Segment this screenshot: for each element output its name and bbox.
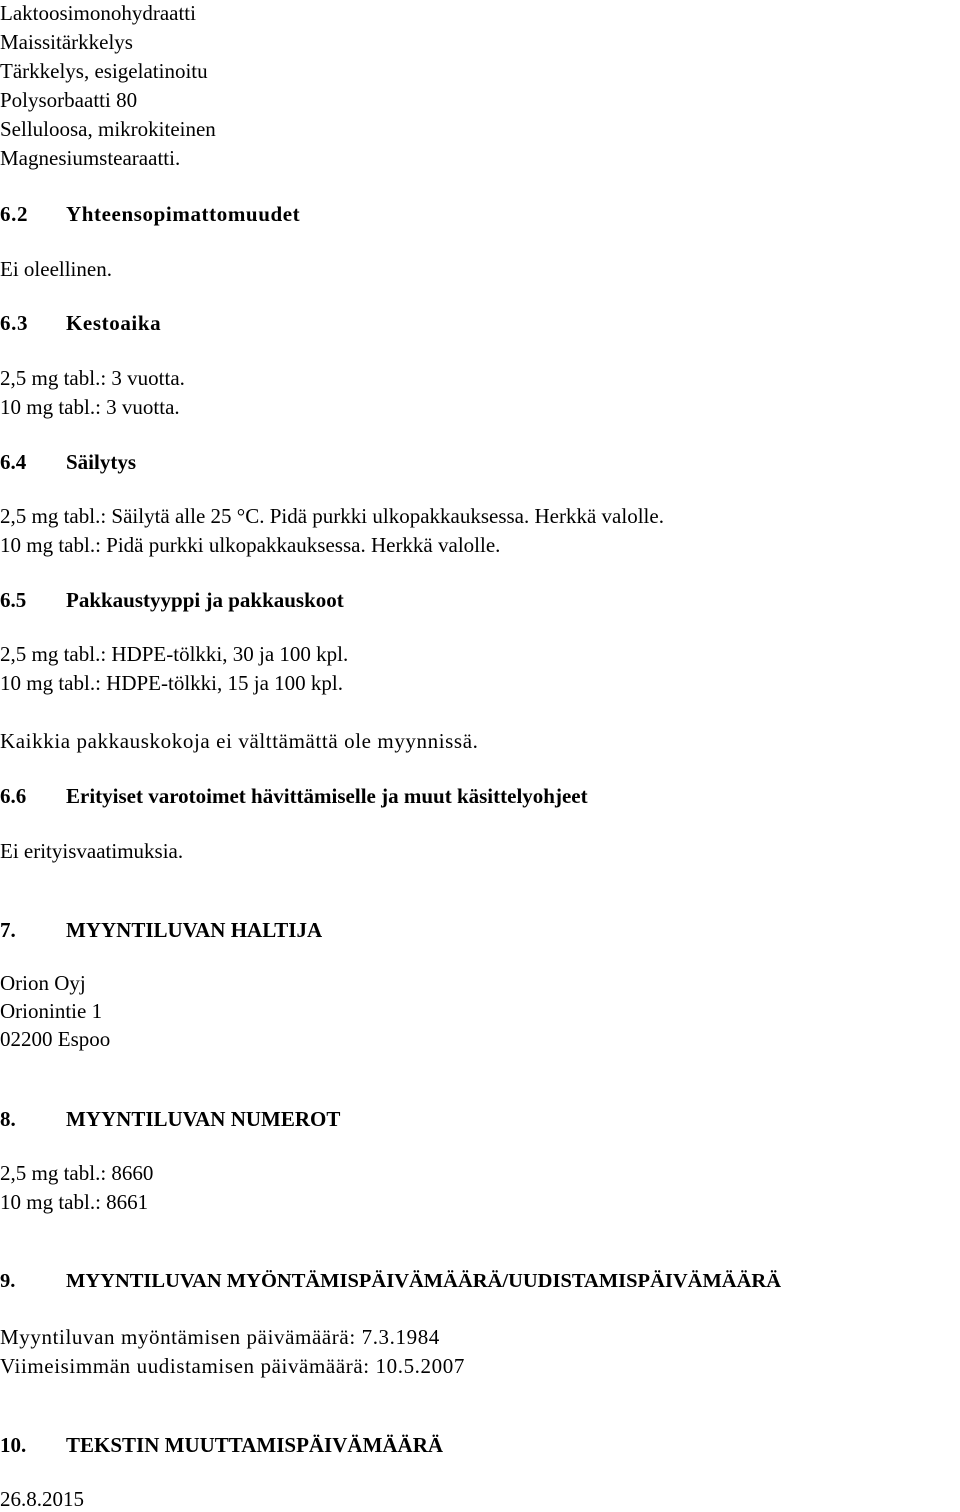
section-text: 10 mg tabl.: HDPE-tölkki, 15 ja 100 kpl. [0, 671, 343, 695]
section-heading-10 [0, 1432, 443, 1458]
section-number: 6.6 [0, 784, 27, 808]
section-heading-6-4 [0, 449, 136, 475]
section-text: 10 mg tabl.: Pidä purkki ulkopakkauksessa. Herkkä valolle. [0, 533, 501, 557]
section-title: TEKSTIN MUUTTAMISPÄIVÄMÄÄRÄ [66, 1433, 444, 1457]
section-text: Viimeisimmän uudistamisen päivämäärä: 10.5.2007 [0, 1354, 465, 1378]
section-text: Ei oleellinen. [0, 257, 112, 281]
section-heading-6-5 [0, 587, 344, 613]
section-note: Kaikkia pakkauskokoja ei välttämättä ole myynnissä. [0, 729, 479, 753]
section-title: Säilytys [66, 450, 137, 474]
section-text: 2,5 mg tabl.: 3 vuotta. [0, 366, 185, 390]
section-number: 6.3 [0, 311, 29, 335]
section-title: MYYNTILUVAN NUMEROT [66, 1107, 341, 1131]
excipient-item: Laktoosimonohydraatti [0, 1, 196, 25]
section-text: Myyntiluvan myöntämisen päivämäärä: 7.3.1984 [0, 1325, 440, 1349]
section-text: 2,5 mg tabl.: HDPE-tölkki, 30 ja 100 kpl. [0, 642, 349, 666]
section-heading-6-6 [0, 783, 588, 809]
section-number: 7. [0, 918, 16, 942]
section-text: 2,5 mg tabl.: 8660 [0, 1161, 154, 1185]
section-title: MYYNTILUVAN HALTIJA [66, 918, 323, 942]
section-text: 02200 Espoo [0, 1027, 111, 1051]
section-text: Orionintie 1 [0, 999, 103, 1023]
excipient-item: Maissitärkkelys [0, 30, 133, 54]
excipient-item: Polysorbaatti 80 [0, 88, 138, 112]
excipient-item: Tärkkelys, esigelatinoitu [0, 59, 208, 83]
section-text: Orion Oyj [0, 971, 86, 995]
section-number: 6.2 [0, 202, 29, 226]
section-text: 10 mg tabl.: 8661 [0, 1190, 149, 1214]
section-number: 8. [0, 1107, 16, 1131]
section-title: Pakkaustyyppi ja pakkauskoot [66, 588, 344, 612]
section-title: Kestoaika [66, 311, 162, 335]
section-title: Yhteensopimattomuudet [66, 202, 301, 226]
section-text: Ei erityisvaatimuksia. [0, 839, 184, 863]
section-title: MYYNTILUVAN MYÖNTÄMISPÄIVÄMÄÄRÄ/UUDISTAMISPÄIVÄMÄÄRÄ [66, 1270, 782, 1292]
section-number: 9. [0, 1270, 16, 1292]
section-heading-6-2 [0, 201, 300, 227]
section-title: Erityiset varotoimet hävittämiselle ja muut käsittelyohjeet [66, 784, 588, 808]
section-heading-7 [0, 917, 322, 943]
section-heading-8 [0, 1106, 340, 1132]
section-number: 10. [0, 1433, 27, 1457]
section-heading-9 [0, 1268, 781, 1294]
section-number: 6.4 [0, 450, 27, 474]
excipient-item: Magnesiumstearaatti. [0, 146, 181, 170]
section-number: 6.5 [0, 588, 27, 612]
section-text: 26.8.2015 [0, 1487, 84, 1511]
section-text: 2,5 mg tabl.: Säilytä alle 25 °C. Pidä purkki ulkopakkauksessa. Herkkä valolle. [0, 504, 664, 528]
excipient-item: Selluloosa, mikrokiteinen [0, 117, 216, 141]
section-heading-6-3 [0, 310, 161, 336]
section-text: 10 mg tabl.: 3 vuotta. [0, 395, 180, 419]
